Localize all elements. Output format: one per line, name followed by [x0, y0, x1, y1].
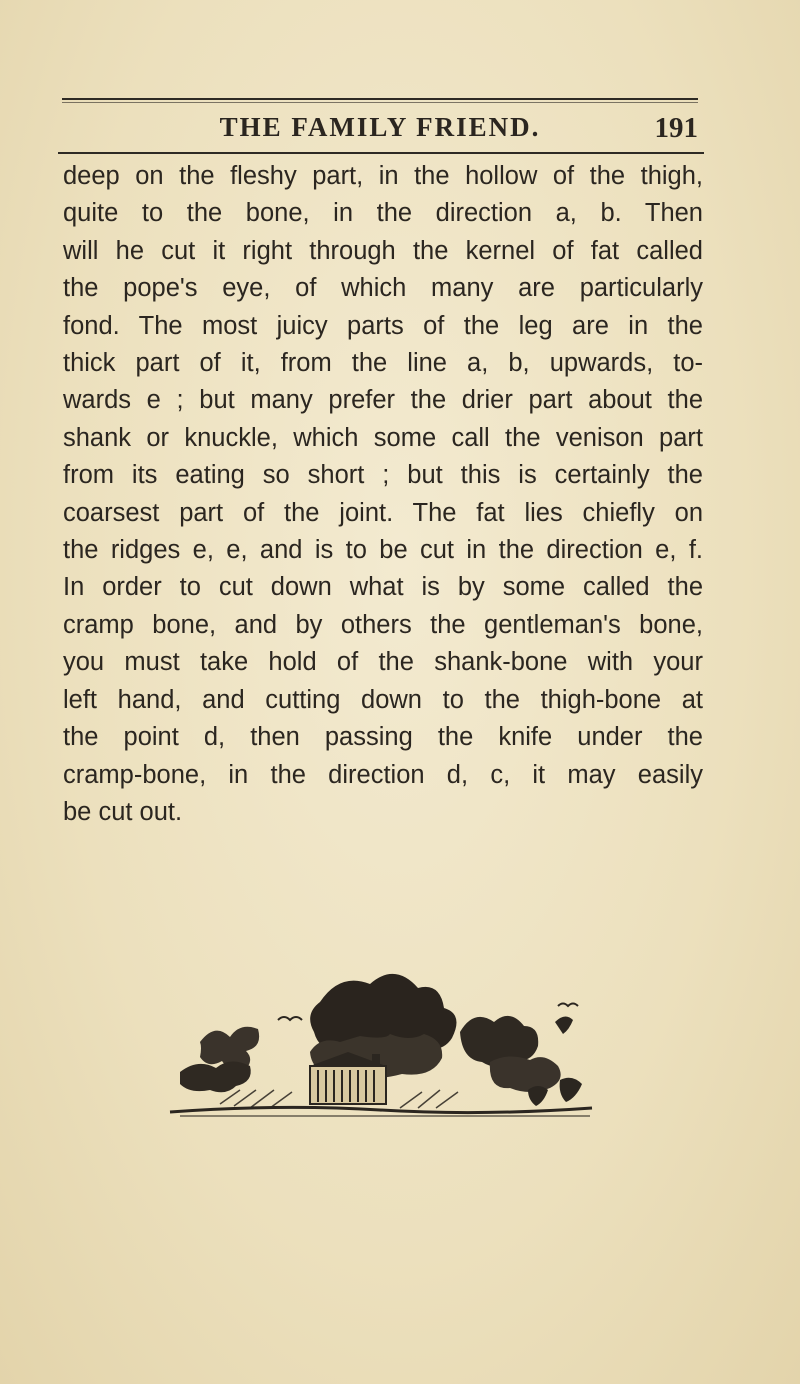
text-line: thick part of it, from the line a, b, upwards, to-: [63, 349, 703, 378]
text-line: from its eating so short ; but this is certainly the: [63, 461, 703, 490]
text-line: will he cut it right through the kernel of fat called: [63, 236, 703, 265]
running-head: [62, 106, 698, 150]
text-line: be cut out.: [63, 797, 183, 826]
text-line: cramp bone, and by others the gentleman's bone,: [63, 610, 703, 639]
text-line: you must take hold of the shank-bone with your: [63, 648, 703, 677]
text-line: shank or knuckle, which some call the venison part: [63, 423, 703, 452]
header-bottom-rule: [58, 152, 704, 154]
header-top-rule: [62, 98, 698, 100]
text-line: the ridges e, e, and is to be cut in the direction e, f.: [63, 536, 703, 565]
text-line: wards e ; but many prefer the drier part about the: [63, 386, 703, 415]
text-line: cramp-bone, in the direction d, c, it may easily: [63, 760, 703, 789]
text-line: fond. The most juicy parts of the leg are in the: [63, 311, 703, 340]
text-line: quite to the bone, in the direction a, b. Then: [63, 199, 703, 228]
page-number: 191: [654, 112, 698, 144]
text-line: the point d, then passing the knife under the: [63, 723, 703, 752]
text-line: coarsest part of the joint. The fat lies chiefly on: [63, 498, 703, 527]
text-line: In order to cut down what is by some called the: [63, 573, 703, 602]
text-line: deep on the fleshy part, in the hollow of the thigh,: [63, 162, 703, 190]
text-line: left hand, and cutting down to the thigh-bone at: [63, 685, 703, 714]
header-top-rule-thin: [62, 102, 698, 103]
body-text: [63, 158, 703, 831]
engraved-tailpiece-icon: [160, 962, 600, 1120]
running-title: THE FAMILY FRIEND.: [219, 112, 541, 142]
text-line: the pope's eye, of which many are particularly: [63, 274, 703, 303]
